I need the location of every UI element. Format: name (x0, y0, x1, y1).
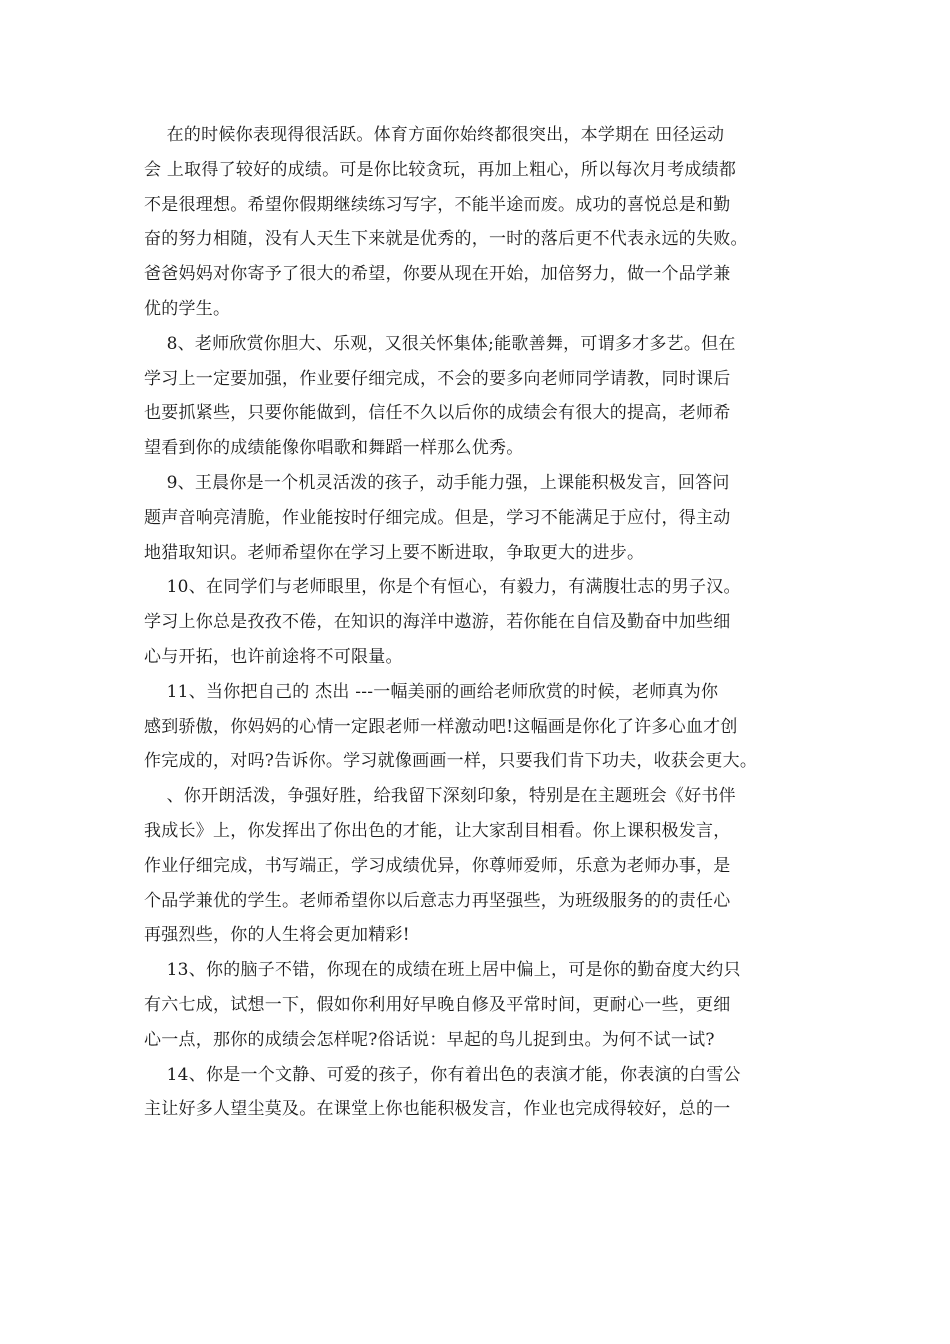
text-line: 望看到你的成绩能像你唱歌和舞蹈一样那么优秀。 (144, 438, 524, 459)
text-line: 题声音响亮清脆，作业能按时仔细完成。但是，学习不能满足于应付，得主动 (144, 507, 731, 528)
text-line: 主让好多人望尘莫及。在课堂上你也能积极发言，作业也完成得较好，总的一 (144, 1099, 731, 1120)
text-line: 心与开拓，也许前途将不可限量。 (144, 646, 403, 667)
text-line: 9、王晨你是一个机灵活泼的孩子，动手能力强，上课能积极发言，回答问 (144, 472, 730, 493)
text-line: 奋的努力相随，没有人天生下来就是优秀的，一时的落后更不代表永远的失败。 (144, 229, 748, 250)
text-line: 也要抓紧些，只要你能做到，信任不久以后你的成绩会有很大的提高，老师希 (144, 403, 731, 424)
text-line: 作业仔细完成，书写端正，学习成绩优异，你尊师爱师，乐意为老师办事，是 (144, 855, 731, 876)
text-line: 学习上你总是孜孜不倦，在知识的海洋中遨游，若你能在自信及勤奋中加些细 (144, 612, 731, 633)
text-line: 不是很理想。希望你假期继续练习写字，不能半途而废。成功的喜悦总是和勤 (144, 194, 731, 215)
text-line: 11、当你把自己的 杰出 ---一幅美丽的画给老师欣赏的时候，老师真为你 (144, 681, 719, 702)
text-line: 再强烈些，你的人生将会更加精彩! (144, 925, 410, 946)
text-line: 我成长》上，你发挥出了你出色的才能，让大家刮目相看。你上课积极发言， (144, 820, 731, 841)
text-line: 10、在同学们与老师眼里，你是个有恒心，有毅力，有满腹壮志的男子汉。 (144, 577, 741, 598)
text-line: 会 上取得了较好的成绩。可是你比较贪玩，再加上粗心，所以每次月考成绩都 (144, 159, 737, 180)
text-line: 个品学兼优的学生。老师希望你以后意志力再坚强些，为班级服务的的责任心 (144, 890, 731, 911)
text-line: 8、老师欣赏你胆大、乐观，又很关怀集体;能歌善舞，可谓多才多艺。但在 (144, 333, 736, 354)
text-line: 优的学生。 (144, 298, 231, 319)
text-line: 有六七成，试想一下，假如你利用好早晚自修及平常时间，更耐心一些，更细 (144, 994, 731, 1015)
text-line: 13、你的脑子不错，你现在的成绩在班上居中偏上，可是你的勤奋度大约只 (144, 960, 741, 981)
text-line: 作完成的，对吗?告诉你。学习就像画画一样，只要我们肯下功夫，收获会更大。 (144, 751, 758, 772)
text-line: 学习上一定要加强，作业要仔细完成，不会的要多向老师同学请教，同时课后 (144, 368, 731, 389)
text-line: 感到骄傲，你妈妈的心情一定跟老师一样激动吧!这幅画是你化了许多心血才创 (144, 716, 738, 737)
text-line: 、你开朗活泼，争强好胜，给我留下深刻印象，特别是在主题班会《好书伴 (144, 786, 736, 807)
body-text (144, 118, 824, 1127)
text-line: 在的时候你表现得很活跃。体育方面你始终都很突出，本学期在 田径运动 (144, 125, 725, 145)
text-line: 爸爸妈妈对你寄予了很大的希望，你要从现在开始，加倍努力，做一个品学兼 (144, 264, 731, 285)
text-line: 心一点，那你的成绩会怎样呢?俗话说：早起的鸟儿捉到虫。为何不试一试? (144, 1029, 715, 1050)
text-line: 地猎取知识。老师希望你在学习上要不断进取，争取更大的进步。 (144, 542, 645, 563)
text-line: 14、你是一个文静、可爱的孩子，你有着出色的表演才能，你表演的白雪公 (144, 1064, 741, 1085)
